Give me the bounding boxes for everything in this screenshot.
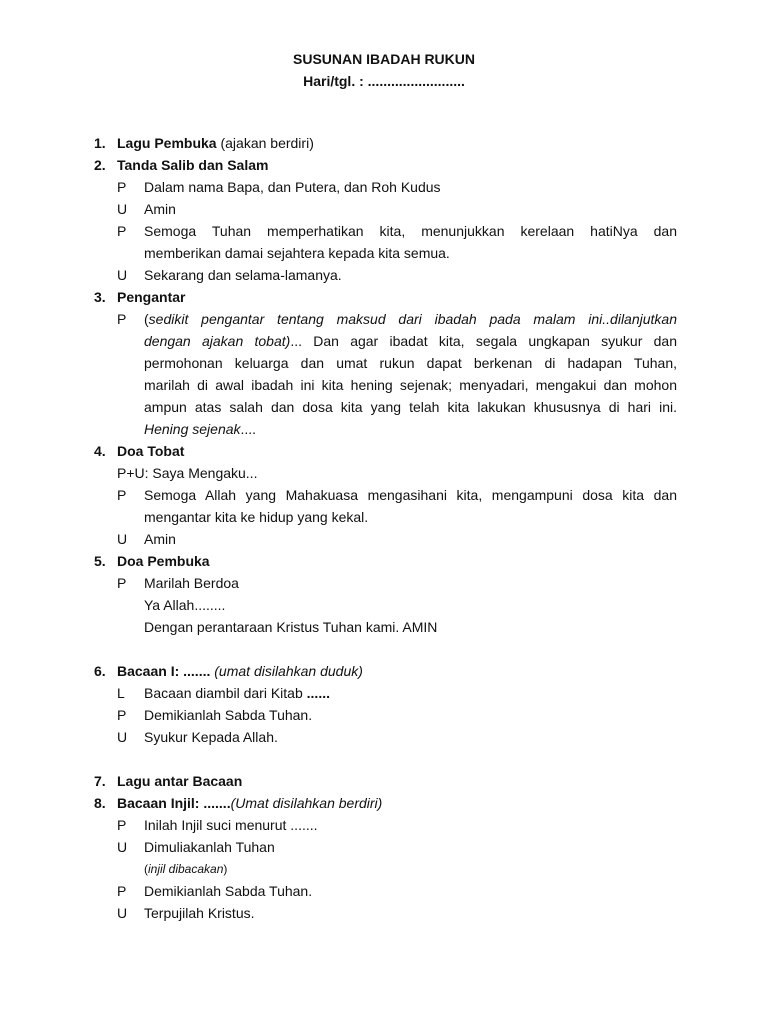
section-number: 7. <box>94 773 106 789</box>
line-text: marilah di awal ibadah ini kita hening sejenak; menyadari, mengakui dan mohon <box>144 377 677 393</box>
section-title: Tanda Salib dan Salam <box>117 157 269 173</box>
dialog-line-continued <box>0 374 768 396</box>
line-text: Terpujilah Kristus. <box>144 905 255 921</box>
dialog-line-continued <box>0 242 768 264</box>
dialog-line <box>0 528 768 550</box>
section-title: Pengantar <box>117 289 186 305</box>
speaker-label: P <box>117 575 127 591</box>
section-doa-pembuka <box>0 550 768 572</box>
section-lagu-antar-bacaan <box>0 770 768 792</box>
line-text: Dalam nama Bapa, dan Putera, dan Roh Kudus <box>144 179 441 195</box>
speaker-label: U <box>117 201 128 217</box>
section-number: 8. <box>94 795 106 811</box>
section-title: Bacaan Injil: ....... <box>117 795 231 811</box>
line-text: Bacaan diambil dari Kitab <box>144 685 307 701</box>
dialog-line-continued <box>0 352 768 374</box>
dialog-line <box>0 704 768 726</box>
speaker-label: P <box>117 817 127 833</box>
line-text: Semoga Tuhan memperhatikan kita, menunjukkan kerelaan hatiNya dan <box>144 223 677 239</box>
speaker-label: U <box>117 267 128 283</box>
section-pengantar <box>0 286 768 308</box>
dialog-line: P (sedikit pengantar tentang maksud dari ibadah pada malam ini..dilanjutkan <box>0 308 768 330</box>
section-bacaan-1 <box>0 660 768 682</box>
speaker-label: P <box>117 487 127 503</box>
section-number: 2. <box>94 157 106 173</box>
dialog-line <box>0 880 768 902</box>
section-number: 6. <box>94 663 106 679</box>
line-text: Amin <box>144 531 176 547</box>
dialog-line <box>0 726 768 748</box>
dialog-line <box>0 198 768 220</box>
speaker-label: P <box>117 179 127 195</box>
italic-instruction: sedikit pengantar tentang maksud dari ibadah pada malam ini..dilanjutkan <box>148 311 677 327</box>
spacer <box>0 638 768 660</box>
line-text: Dimuliakanlah Tuhan <box>144 839 275 855</box>
date-line: Hari/tgl. : ......................... <box>303 73 465 89</box>
line-text: Inilah Injil suci menurut ....... <box>144 817 318 833</box>
line-text: memberikan damai sejahtera kepada kita semua. <box>144 245 450 261</box>
dialog-line <box>0 572 768 594</box>
dialog-line <box>0 484 768 506</box>
dialog-line <box>0 814 768 836</box>
section-number: 1. <box>94 135 106 151</box>
speaker-label: P <box>117 707 127 723</box>
section-number: 4. <box>94 443 106 459</box>
italic-instruction: Hening sejenak <box>144 421 241 437</box>
line-text: permohonan keluarga dan umat rukun dapat berkenan di hadapan Tuhan, <box>144 355 677 371</box>
line-text: ampun atas salah dan dosa kita yang telah kita lakukan khususnya di hari ini. <box>144 399 677 415</box>
italic-instruction: injil dibacakan <box>148 862 224 876</box>
section-note: (Umat disilahkan berdiri) <box>230 795 383 811</box>
section-title: Lagu Pembuka <box>117 135 217 151</box>
dialog-line <box>0 462 768 484</box>
line-text: Sekarang dan selama-lamanya. <box>144 267 342 283</box>
speaker-label: P <box>117 883 127 899</box>
speaker-label: U <box>117 531 128 547</box>
document-header <box>0 48 768 92</box>
section-title: Bacaan I: ....... <box>117 663 211 679</box>
dialog-line-continued <box>0 396 768 418</box>
line-text: Semoga Allah yang Mahakuasa mengasihani kita, mengampuni dosa kita dan <box>144 487 677 503</box>
section-bacaan-injil <box>0 792 768 814</box>
section-note: (ajakan berdiri) <box>220 135 314 151</box>
dialog-line <box>0 836 768 858</box>
speaker-label: U <box>117 839 128 855</box>
dialog-line <box>0 176 768 198</box>
dialog-line-continued <box>0 616 768 638</box>
line-text: Demikianlah Sabda Tuhan. <box>144 883 313 899</box>
speaker-label: U <box>117 905 128 921</box>
joint-prayer-line: P+U: Saya Mengaku... <box>117 465 258 481</box>
line-text: Marilah Berdoa <box>144 575 239 591</box>
section-number: 5. <box>94 553 106 569</box>
dialog-line-continued: Hening sejenak.... <box>144 421 257 437</box>
line-text: Amin <box>144 201 176 217</box>
dialog-line <box>0 220 768 242</box>
dialog-line <box>0 264 768 286</box>
speaker-label: L <box>117 685 125 701</box>
section-title: Lagu antar Bacaan <box>117 773 243 789</box>
dialog-line: L Bacaan diambil dari Kitab ...... <box>0 682 768 704</box>
line-text: Syukur Kepada Allah. <box>144 729 278 745</box>
italic-instruction: dengan ajakan tobat) <box>144 333 291 349</box>
dialog-line-continued <box>0 330 768 352</box>
section-title: Doa Tobat <box>117 443 185 459</box>
document-title: SUSUNAN IBADAH RUKUN <box>293 51 475 67</box>
rubric-line: (injil dibacakan) <box>144 862 228 876</box>
speaker-label: P <box>117 223 127 239</box>
section-number: 3. <box>94 289 106 305</box>
section-note: (umat disilahkan duduk) <box>214 663 363 679</box>
spacer <box>0 748 768 770</box>
dialog-line <box>0 902 768 924</box>
liturgy-list <box>0 132 768 924</box>
speaker-label: P <box>117 311 127 327</box>
section-doa-tobat <box>0 440 768 462</box>
speaker-label: U <box>117 729 128 745</box>
dialog-line-continued <box>0 506 768 528</box>
line-text: Demikianlah Sabda Tuhan. <box>144 707 313 723</box>
section-title: Doa Pembuka <box>117 553 210 569</box>
dialog-line-continued <box>0 594 768 616</box>
section-tanda-salib <box>0 154 768 176</box>
line-text: Ya Allah........ <box>144 597 226 613</box>
line-text: mengantar kita ke hidup yang kekal. <box>144 509 369 525</box>
line-text: ... Dan agar ibadat kita, segala ungkapan syukur dan <box>290 333 677 349</box>
line-text: Dengan perantaraan Kristus Tuhan kami. AMIN <box>144 619 438 635</box>
section-lagu-pembuka <box>0 132 768 154</box>
